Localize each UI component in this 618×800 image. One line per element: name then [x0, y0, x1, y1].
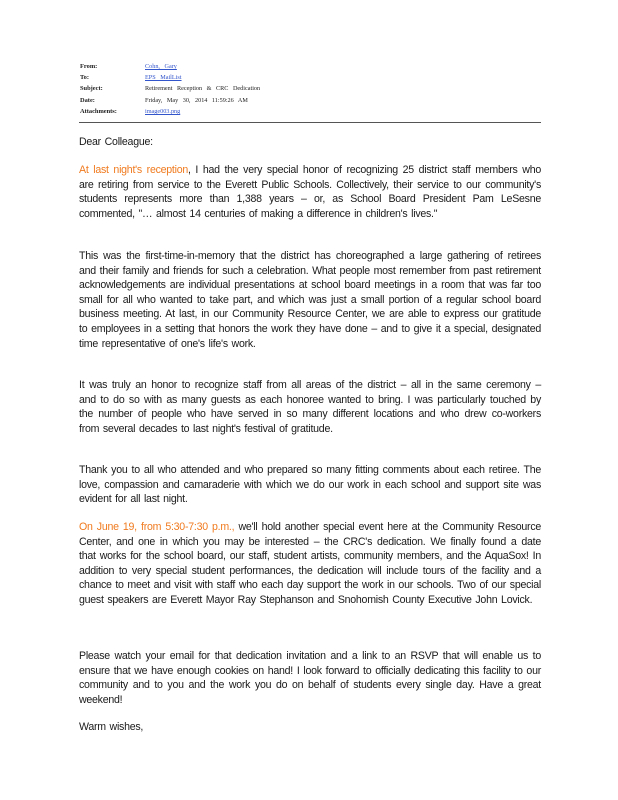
paragraph-4: Thank you to all who attended and who prepared so many fitting comments about each retiree. The love, compassion and camaraderie with which we do our work in each school and support site was evident for all last night.: [79, 464, 541, 506]
paragraph-1-text: , I had the very special honor of recognizing 25 district staff members who are retiring from service to the Everett Public Schools. Collectively, their service to our community's students represents more than 1,388 years – or, as School Board President Pam LeSesne commented, "… almost 14 centuries of making a difference in children's lives.": [79, 164, 541, 220]
paragraph-5-highlight: On June 19, from 5:30-7:30 p.m.,: [79, 521, 235, 533]
from-value[interactable]: Cohn, Gary: [145, 63, 177, 71]
to-label: To:: [80, 74, 89, 82]
from-label: From:: [80, 63, 98, 71]
paragraph-6: Please watch your email for that dedication invitation and a link to an RSVP that will enable us to ensure that we have enough cookies on hand! I look forward to officially dedicating this facility to our community and to you and the work you do on behalf of students every single day. Have a great weekend!: [79, 650, 541, 706]
header-divider: [79, 122, 541, 123]
paragraph-5-text: we'll hold another special event here at the Community Resource Center, and one in which you may be interested – the CRC's dedication. We finally found a date that works for the school board, our staff, student artists, community members, and the AquaSox! In addition to very special student performances, the dedication will include tours of the facility and a chance to meet and visit with staff who each day support the work in our schools. Two of our special guest speakers are Everett Mayor Ray Stephanson and Snohomish County Executive John Lovick.: [79, 521, 542, 606]
date-label: Date:: [80, 96, 95, 104]
subject-label: Subject:: [80, 85, 103, 93]
paragraph-2: This was the first-time-in-memory that the district has choreographed a large gathering of retirees and their family and friends for such a celebration. What people most remember from past retirement acknowledgements are individual presentations at school board meetings in a room that was far too small for all who wanted to take part, and which was just a small portion of a regular school board business meeting. At last, in our Community Resource Center, we are able to express our gratitude to employees in a setting that honors the work they have done – and to give it a special, designated time representative of one's life's work.: [79, 250, 541, 350]
closing: Warm wishes,: [79, 721, 144, 733]
paragraph-5: [79, 520, 541, 608]
to-value[interactable]: EPS MailList: [145, 74, 182, 82]
date-value: Friday, May 30, 2014 11:59:26 AM: [145, 96, 248, 104]
attachments-row: [80, 106, 540, 117]
attachments-label: Attachments:: [80, 107, 117, 115]
subject-value: Retirement Reception & CRC Dedication: [145, 85, 261, 93]
salutation: Dear Colleague:: [79, 136, 153, 148]
paragraph-3: It was truly an honor to recognize staff from all areas of the district – all in the same ceremony – and to do so with as many guests as each honoree wanted to bring. I was particularly touched by the number of people who have served in so many different locations and who drew co-workers from several decades to last night's festival of gratitude.: [79, 379, 541, 435]
subject-row: [80, 83, 540, 94]
attachment-link[interactable]: image003.png: [145, 107, 181, 115]
to-row: [80, 72, 540, 83]
paragraph-1-highlight: At last night's reception: [79, 164, 189, 176]
from-row: [80, 61, 540, 72]
email-header: [80, 61, 540, 117]
paragraph-1: [79, 163, 541, 221]
date-row: [80, 95, 540, 106]
